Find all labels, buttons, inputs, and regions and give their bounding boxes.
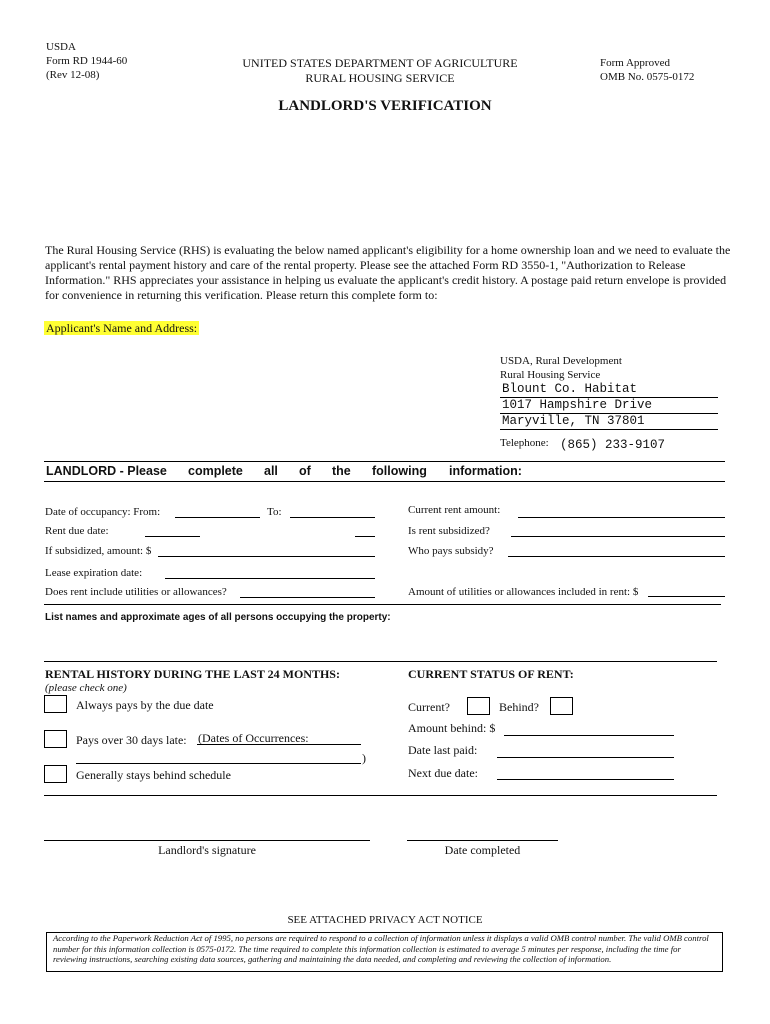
who-pays-input[interactable] bbox=[508, 543, 725, 557]
occupants-label: List names and approximate ages of all persons occupying the property: bbox=[45, 612, 391, 623]
pays-late-label: Pays over 30 days late: bbox=[76, 733, 187, 747]
next-due-label: Next due date: bbox=[408, 766, 478, 780]
utilities-included-label: Does rent include utilities or allowances? bbox=[45, 586, 227, 598]
pays-late-checkbox[interactable] bbox=[44, 730, 67, 748]
stays-behind-checkbox[interactable] bbox=[44, 765, 67, 783]
date-last-paid-label: Date last paid: bbox=[408, 743, 478, 757]
utilities-amount-label: Amount of utilities or allowances included in rent: $ bbox=[408, 586, 639, 598]
utilities-included-input[interactable] bbox=[240, 584, 375, 598]
agency-short: USDA bbox=[46, 41, 76, 53]
section-divider bbox=[44, 661, 717, 662]
landlord-instruction-word: LANDLORD - Please bbox=[46, 464, 167, 478]
landlord-instruction-word: all bbox=[264, 464, 278, 478]
landlord-instruction-word: information: bbox=[449, 464, 522, 478]
stays-behind-label: Generally stays behind schedule bbox=[76, 768, 231, 782]
current-rent-label: Current rent amount: bbox=[408, 504, 501, 516]
subsidized-label: Is rent subsidized? bbox=[408, 525, 490, 537]
rent-due-label: Rent due date: bbox=[45, 525, 109, 537]
section-divider bbox=[44, 481, 725, 482]
subsidized-input[interactable] bbox=[511, 523, 725, 537]
occupants-input[interactable] bbox=[44, 630, 721, 660]
rent-due-input-end[interactable] bbox=[355, 523, 375, 537]
form-revision: (Rev 12-08) bbox=[46, 69, 100, 81]
return-address-city[interactable]: Maryville, TN 37801 bbox=[502, 414, 645, 428]
amount-behind-input[interactable] bbox=[504, 721, 674, 736]
subsidy-amount-input[interactable] bbox=[158, 543, 375, 557]
form-number: Form RD 1944-60 bbox=[46, 55, 128, 67]
lease-expiration-label: Lease expiration date: bbox=[45, 567, 143, 579]
return-address-name[interactable]: Blount Co. Habitat bbox=[502, 382, 638, 396]
behind-checkbox[interactable] bbox=[550, 697, 573, 715]
landlord-signature-label: Landlord's signature bbox=[158, 843, 256, 857]
occurrences-closing-paren: ) bbox=[362, 751, 366, 765]
occupancy-to-label: To: bbox=[267, 506, 282, 518]
lease-expiration-input[interactable] bbox=[165, 565, 375, 579]
rental-history-heading: RENTAL HISTORY DURING THE LAST 24 MONTHS: bbox=[45, 667, 340, 681]
return-address-line2: Rural Housing Service bbox=[500, 369, 601, 381]
next-due-input[interactable] bbox=[497, 765, 674, 780]
current-label: Current? bbox=[408, 700, 450, 714]
occupancy-from-label: Date of occupancy: From: bbox=[45, 506, 161, 518]
telephone-label: Telephone: bbox=[500, 437, 549, 449]
section-divider bbox=[44, 604, 721, 605]
address-underline bbox=[500, 429, 718, 430]
privacy-act-notice: SEE ATTACHED PRIVACY ACT NOTICE bbox=[287, 914, 483, 926]
landlord-instruction-word: complete bbox=[188, 464, 243, 478]
landlord-instruction-word: the bbox=[332, 464, 351, 478]
occurrences-input[interactable] bbox=[197, 730, 361, 745]
occupancy-from-input[interactable] bbox=[175, 504, 260, 518]
occurrences-label: (Dates of Occurrences: bbox=[198, 731, 309, 745]
current-checkbox[interactable] bbox=[467, 697, 490, 715]
occurrences-input-continued[interactable] bbox=[76, 750, 361, 764]
date-last-paid-input[interactable] bbox=[497, 743, 674, 758]
current-status-heading: CURRENT STATUS OF RENT: bbox=[408, 667, 574, 681]
service-name: RURAL HOUSING SERVICE bbox=[305, 71, 455, 85]
omb-number: OMB No. 0575-0172 bbox=[600, 71, 695, 83]
return-address-line1: USDA, Rural Development bbox=[500, 355, 622, 367]
date-completed-input[interactable] bbox=[407, 825, 558, 841]
telephone-value[interactable]: (865) 233-9107 bbox=[560, 438, 666, 452]
burden-statement: According to the Paperwork Reduction Act of 1995, no persons are required to respond to a collection of information unless it displays a valid OMB control number. The valid OMB control number for this information collection is 0575-0172. The time required to complete this information collection is estimated to average 5 minutes per response, including the time for reviewing instructions, searching existing data sources, gathering and maintaining the data needed, and completing and reviewing the collection of information. bbox=[46, 932, 723, 972]
return-address-street[interactable]: 1017 Hampshire Drive bbox=[502, 398, 653, 412]
rental-history-subheading: (please check one) bbox=[45, 682, 127, 694]
intro-paragraph: The Rural Housing Service (RHS) is evaluating the below named applicant's eligibility for a home ownership loan and we need to evaluate the applicant's rental payment history and care of the rental property. Please see the attached Form RD 3550-1, "Authorization to Release Information." RHS appreciates your assistance in helping us evaluate the applicant's credit history. A postage paid return envelope is provided for convenience in returning this verification. Please return this complete form to: bbox=[45, 243, 731, 302]
form-approved: Form Approved bbox=[600, 57, 670, 69]
landlord-instruction-word: of bbox=[299, 464, 311, 478]
subsidy-amount-label: If subsidized, amount: $ bbox=[45, 545, 152, 557]
section-divider bbox=[44, 795, 717, 796]
occupancy-to-input[interactable] bbox=[290, 504, 375, 518]
current-rent-input[interactable] bbox=[518, 504, 725, 518]
behind-label: Behind? bbox=[499, 700, 539, 714]
who-pays-label: Who pays subsidy? bbox=[408, 545, 494, 557]
department-name: UNITED STATES DEPARTMENT OF AGRICULTURE bbox=[242, 56, 518, 70]
rent-due-input[interactable] bbox=[145, 523, 200, 537]
date-completed-label: Date completed bbox=[444, 843, 521, 857]
utilities-amount-input[interactable] bbox=[648, 583, 725, 597]
amount-behind-label: Amount behind: $ bbox=[408, 721, 496, 735]
applicant-label bbox=[44, 321, 199, 336]
always-on-time-label: Always pays by the due date bbox=[76, 698, 214, 712]
landlord-signature-input[interactable] bbox=[44, 825, 370, 841]
section-divider bbox=[44, 461, 725, 462]
landlord-instruction-word: following bbox=[372, 464, 427, 478]
always-on-time-checkbox[interactable] bbox=[44, 695, 67, 713]
applicant-label-text: Applicant's Name and Address: bbox=[46, 321, 198, 335]
page-title: LANDLORD'S VERIFICATION bbox=[278, 98, 492, 114]
